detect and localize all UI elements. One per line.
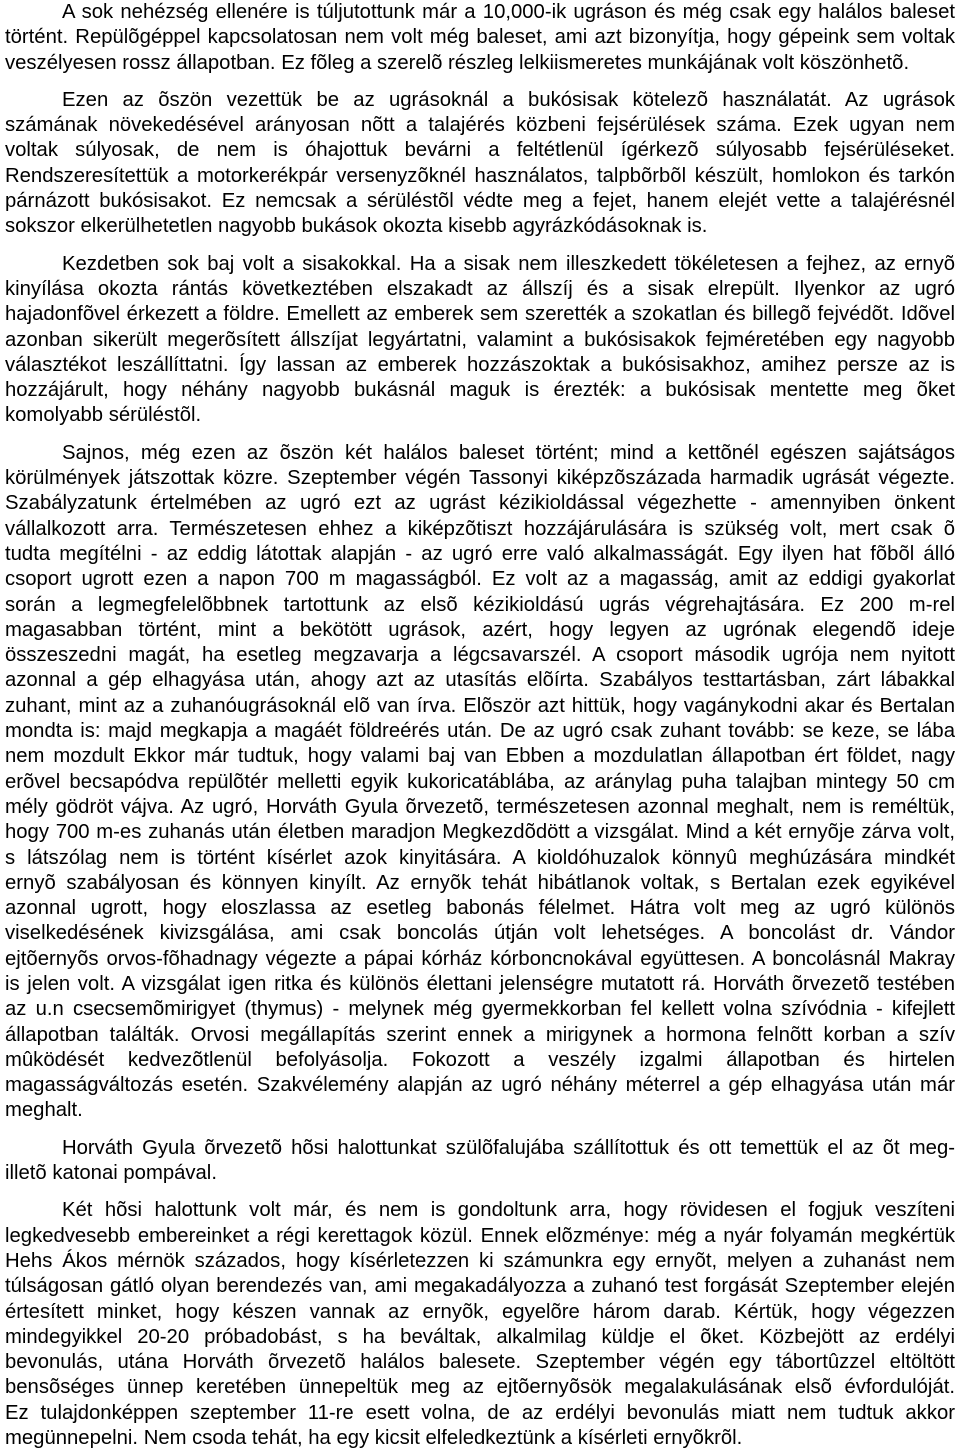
text-line: Kezdetben sok baj volt a sisakokkal. Ha a sisak nem illeszkedett tökéletesen a fejhez, az ernyõ xyxy=(62,252,955,275)
text-line: azonban sikerült megerõsített állszíjat legyártatni, valamint a bukósisakok fejméretében egy nagyobb xyxy=(5,328,955,351)
text-line: Sajnos, még ezen az õszön két halálos baleset történt; mind a kettõnél egészen sajátságos xyxy=(62,441,955,464)
text-line: azonnal ugrott, hogy eloszlassa az esetleg babonás félelmet. Hátra volt meg az ugró különös xyxy=(5,897,955,920)
text-line: párnázott bukósisakot. Ez nemcsak a sérüléstõl védte meg a fejet, hanem elejét vette a talajérésnél xyxy=(5,190,955,213)
text-line: meghalt. xyxy=(5,1099,83,1122)
text-line: mûködését kedvezõtlenül befolyásolja. Fokozott a veszély izgalmi állapotban és hirtelen xyxy=(5,1048,955,1071)
text-line: sokszor elkerülhetetlen nagyobb bukások okozta kisebb agyrázkódásoknak is. xyxy=(5,215,708,238)
text-line: mondta is: majd megkapja a magáét földreérés után. De az ugró csak zuhant tovább: se keze, se lába xyxy=(5,720,955,743)
text-line: tudta megítélni - az eddig látottak alapján - az ugró erre való alkalmasságát. Egy ilyen hat fõbõl álló xyxy=(5,542,955,565)
text-line: erõvel becsapódva repülõtér melletti egyik kukoricatáblába, az aránylag puha talajban mintegy 50 cm xyxy=(5,770,955,793)
text-line: Szabályzatunk értelmében az ugró ezt az ugrást kézikioldással végezhette - amennyiben önkent xyxy=(5,492,955,515)
text-line: bensõséges ünnep keretében ünnepeltük meg az ejtõernyõsök megalakulásának elsõ évfordulóját. xyxy=(5,1376,955,1399)
text-line: komolyabb sérüléstõl. xyxy=(5,404,202,427)
text-line: hogy 700 m-es zuhanás után életben maradjon Megkezdõdött a vizsgálat. Mind a két ernyõje zárva volt, xyxy=(5,821,955,844)
text-line: Ez tulajdonképpen szeptember 11-re esett volna, de az erdélyi bevonulás miatt nem tudtuk akkor xyxy=(5,1401,955,1424)
text-line: hajadonfõvel érkezett a földre. Emellett az emberek sem szerették a szokatlan és billegõ fejvédõt. Idõvel xyxy=(5,303,955,326)
text-line: összeszedni magát, ha esetleg megzavarja a légcsavarszél. A csoport második ugrója nem nyitott xyxy=(5,644,955,667)
text-line: csoport ugrott ezen a napon 700 m magasságból. Ez volt az a magasság, amit az eddigi gyakorlat xyxy=(5,568,955,591)
document-page xyxy=(5,0,955,1451)
text-line: Ezen az õszön vezettük be az ugrásoknál a bukósisak kötelezõ használatát. Az ugrások xyxy=(62,88,955,111)
text-line: magasságváltozás esetén. Szakvélemény alapján az ugró néhány méterrel a gép elhagyása után már xyxy=(5,1074,955,1097)
text-line: megünnepelni. Nem csoda tehát, ha egy kicsit elfeledkeztünk a kísérleti ernyõkrõl. xyxy=(5,1427,743,1450)
text-line: során a legmegfelelõbbnek tartottunk az elsõ kézikioldású ugrás végrehajtására. Ez 200 m-rel xyxy=(5,593,955,616)
paragraph xyxy=(5,252,955,429)
text-line: mindegyikkel 20-20 próbadobást, s ha beváltak, alkalmilag küldje el õket. Közbejött az erdélyi xyxy=(5,1325,955,1348)
text-line: zuhant, mint az a zuhanóugrásoknál elõ van írva. Elõször azt hittük, hogy vagánykodni akar és Bertalan xyxy=(5,694,955,717)
text-line: A sok nehézség ellenére is túljutottunk már a 10,000-ik ugráson és még csak egy halálos baleset xyxy=(62,1,955,23)
paragraph xyxy=(5,441,955,1124)
text-line: választékot leszállíttatni. Így lassan az emberek hozzászoktak a bukósisakhoz, amihez persze az is xyxy=(5,353,955,376)
paragraph xyxy=(5,1198,955,1451)
paragraph xyxy=(5,1136,955,1187)
text-line: voltak súlyosak, de nem is óhajottuk bevárni a feltétlenül ígérkezõ súlyosabb fejsérüléseket. xyxy=(5,139,955,162)
text-line: történt. Repülõgéppel kapcsolatosan nem volt még baleset, ami azt bizonyítja, hogy gépeink sem voltak xyxy=(5,26,955,49)
paragraph xyxy=(5,88,955,240)
text-line: értesített minket, hogy készen vannak az ernyõk, egyelõre három darab. Kértük, hogy végezzen xyxy=(5,1300,955,1323)
text-line: is jelen volt. A vizsgálat igen ritka és különös élettani jelenségre mutatott rá. Horváth õrvezetõ testében xyxy=(5,972,955,995)
text-line: számának növekedésével arányosan nõtt a talajérés közbeni fejsérülések száma. Ezek ugyan nem xyxy=(5,114,955,137)
text-line: Hehs Ákos mérnök százados, hogy kísérletezzen ki számunkra egy ernyõt, melyen a zuhanást nem xyxy=(5,1249,955,1272)
text-line: illetõ katonai pompával. xyxy=(5,1162,217,1185)
paragraph xyxy=(5,0,955,76)
text-line: kinyílása okozta rántás következtében elszakadt az állszíj és a sisak elrepült. Ilyenkor az ugró xyxy=(5,277,955,300)
text-line: legkedvesebb embereinket a régi kerettagok közül. Ennek elõzménye: még a nyár folyamán megkértük xyxy=(5,1224,955,1247)
text-line: Két hõsi halottunk volt már, és nem is gondoltunk arra, hogy rövidesen el fogjuk veszíteni xyxy=(62,1199,955,1222)
text-line: magasabban történt, mint a bekötött ugrások, azért, hogy legyen az ugrónak elegendõ ideje xyxy=(5,618,955,641)
text-line: ernyõ szabályosan és könnyen kinyílt. Az ernyõk tehát hibátlanok voltak, s Bertalan ezek egyikével xyxy=(5,871,955,894)
text-line: nem mozdult Ekkor már tudtuk, hogy valami baj van Ebben a mozdulatlan állapotban ért földet, nagy xyxy=(5,745,955,768)
text-line: s látszólag nem is történt kísérlet azok kinyitására. A kioldóhuzalok könnyû meghúzására mindkét xyxy=(5,846,955,869)
text-line: állapotban találták. Orvosi megállapítás szerint ennek a mirigynek a hormona felnõtt korban a szív xyxy=(5,1023,955,1046)
text-line: túlságosan gátló olyan berendezés van, ami megakadályozza a zuhanó test forgását Szeptember elején xyxy=(5,1275,955,1298)
text-line: Rendszeresítettük a motorkerékpár versenyzõknél használatos, talpbõrbõl készült, homlokon és tarkón xyxy=(5,164,955,187)
text-line: mély gödröt vájva. Az ugró, Horváth Gyula õrvezetõ, természetesen azonnal meghalt, nem is reméltük, xyxy=(5,795,955,818)
text-line: hozzájárult, hogy néhány nagyobb bukásnál maguk is érezték: a bukósisak mentette meg õket xyxy=(5,379,955,402)
text-line: viselkedésének kivizsgálása, ami csak boncolás útján volt lehetséges. A boncolást dr. Vándor xyxy=(5,922,955,945)
text-line: vállalkozott arra. Természetesen ehhez a kiképzõtiszt hozzájárulására is szükség volt, mert csak õ xyxy=(5,517,955,540)
text-line: veszélyesen rossz állapotban. Ez fõleg a szerelõ részleg lelkiismeretes munkájának volt köszönhetõ. xyxy=(5,51,910,74)
text-line: Horváth Gyula õrvezetõ hõsi halottunkat szülõfalujába szállítottuk és ott temettük el az õt meg- xyxy=(62,1136,955,1159)
text-line: körülmények játszottak közre. Szeptember végén Tassonyi kiképzõszázada harmadik ugrását végezte. xyxy=(5,467,955,490)
text-line: bevonulás, utána Horváth õrvezetõ halálos balesete. Szeptember végén egy tábortûzzel eltöltött xyxy=(5,1351,955,1374)
text-line: ejtõernyõs orvos-fõhadnagy végezte a pápai kórház kórboncnokával együttesen. A boncolásnál Makray xyxy=(5,947,955,970)
text-line: azonnal a gép elhagyása után, ahogy azt az utasítás elõírta. Szabályos testtartásban, zárt lábakkal xyxy=(5,669,955,692)
text-line: az u.n csecsemõmirigyet (thymus) - melynek még gyermekkorban fel kellett volna szívódnia - kifejlett xyxy=(5,998,955,1021)
